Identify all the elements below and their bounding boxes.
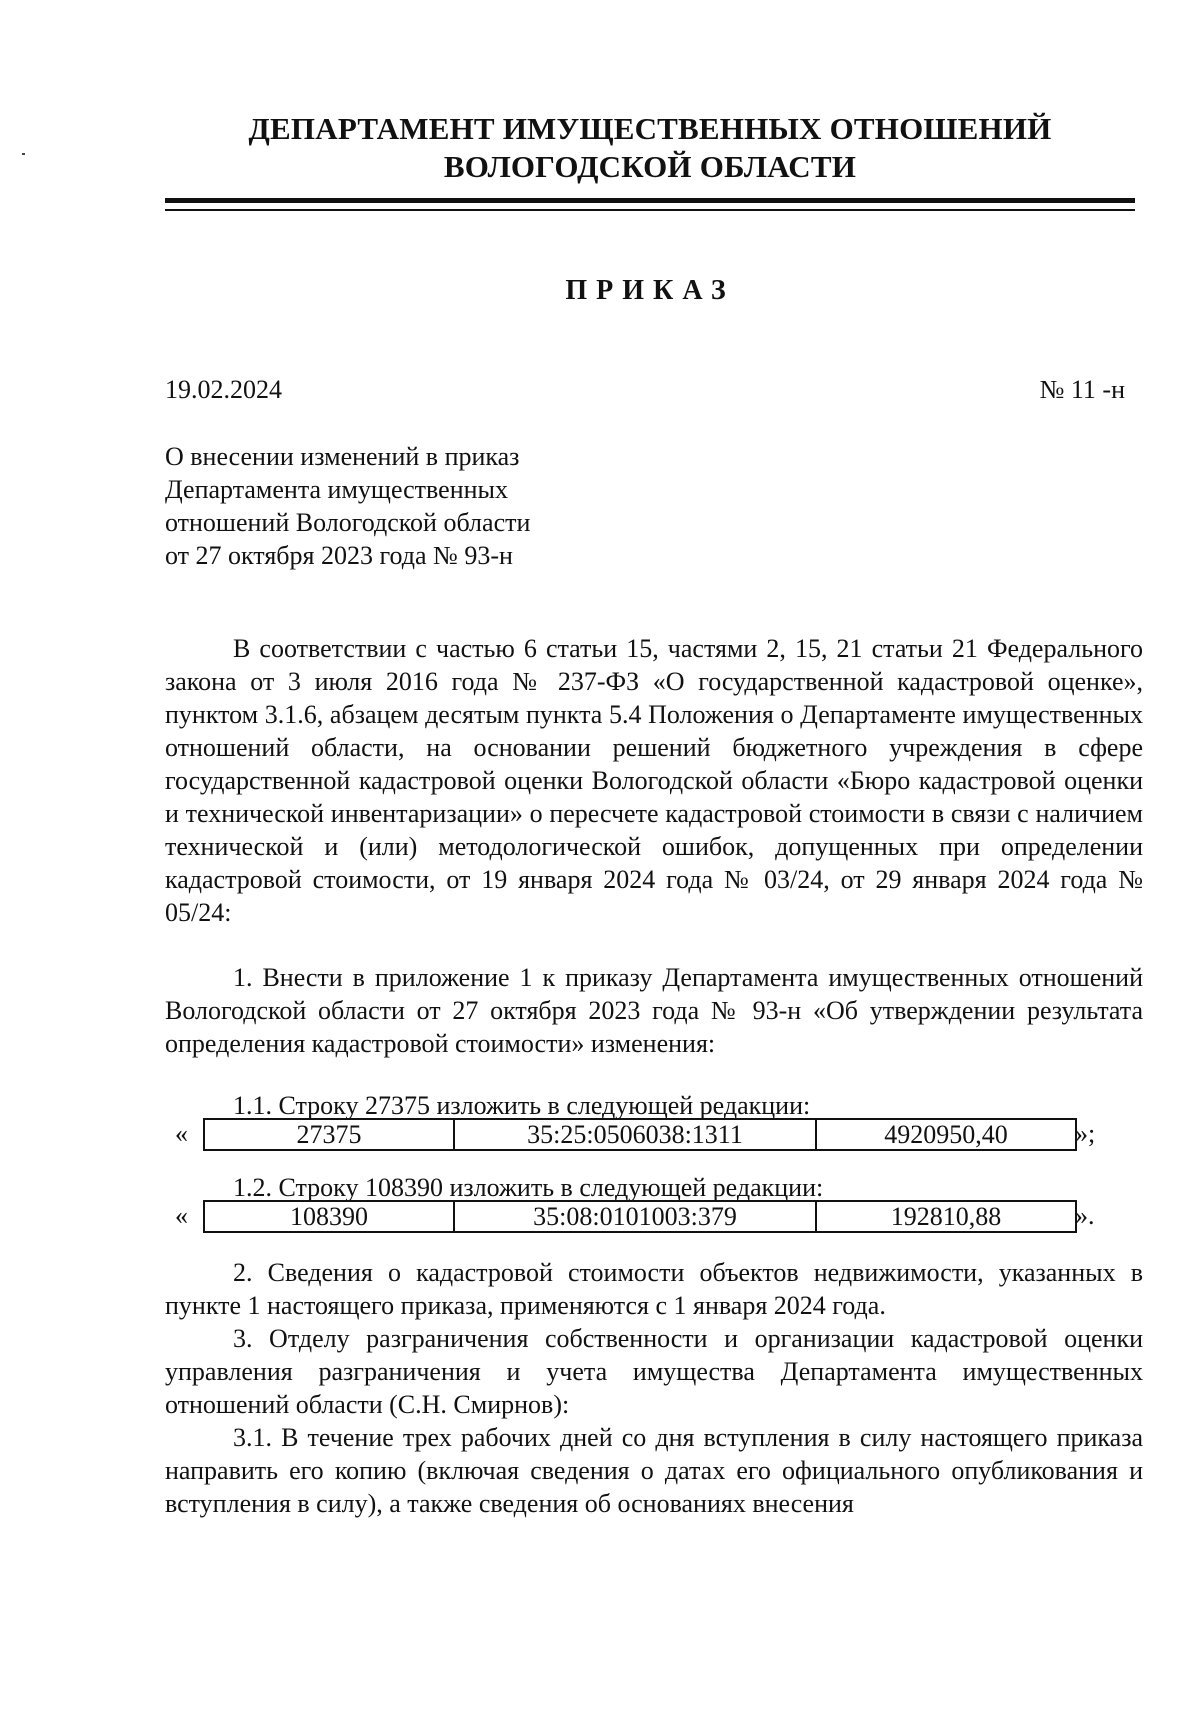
preamble-paragraph: В соответствии с частью 6 статьи 15, частями 2, 15, 21 статьи 21 Федерального закона от 3 июля 2016 года № 237-ФЗ «О государственной кадастровой оценке», пунктом 3.1.6, абзацем десятым пункта 5.4 Положения о Департаменте имущественных отношений области, на основании решений бюджетного учреждения в сфере государственной кадастровой оценки Вологодской области «Бюро кадастровой оценки и технической инвентаризации» о пересчете кадастровой стоимости в связи с наличием технической и (или) методологической ошибок, допущенных при определении кадастровой стоимости, от 19 января 2024 года № 03/24, от 29 января 2024 года № 05/24: [165,634,1143,927]
cadastral-number-cell: 35:25:0506038:1311 [454,1119,816,1150]
amendment-2 [165,1174,1143,1234]
table-row [204,1201,1076,1232]
document-subject [165,440,645,572]
header-line-2: ВОЛОГОДСКОЙ ОБЛАСТИ [443,149,857,184]
close-quote: ». [1075,1201,1095,1230]
amendment-table [203,1118,1077,1151]
amendment-caption: 1.1. Строку 27375 изложить в следующей редакции: [233,1091,811,1120]
document-type-title: ПРИКАЗ [565,275,735,306]
header-line-1: ДЕПАРТАМЕНТ ИМУЩЕСТВЕННЫХ ОТНОШЕНИЙ [248,111,1052,146]
scan-mark [22,153,25,155]
close-quote: »; [1075,1119,1096,1148]
amendment-table [203,1200,1077,1233]
document-body [165,632,1143,1520]
item-2-paragraph: 2. Сведения о кадастровой стоимости объектов недвижимости, указанных в пункте 1 настоящего приказа, применяются с 1 января 2024 года. [165,1258,1143,1320]
amendment-caption: 1.2. Строку 108390 изложить в следующей редакции: [233,1173,824,1202]
row-number-cell: 108390 [204,1201,454,1232]
item-3-paragraph: 3. Отделу разграничения собственности и организации кадастровой оценки управления разграничения и учета имущества Департамента имущественных отношений области (С.Н. Смирнов): [165,1324,1143,1419]
subject-line: отношений Вологодской области [165,508,531,537]
open-quote: « [175,1201,188,1230]
header-rule-thick [165,198,1135,203]
item-3-1-paragraph: 3.1. В течение трех рабочих дней со дня вступления в силу настоящего приказа направить его копию (включая сведения о датах его официального опубликования и вступления в силу), а также сведения об основаниях внесения [165,1423,1143,1518]
subject-line: Департамента имущественных [165,475,508,504]
document-number: № 11 -н [1039,375,1125,404]
subject-line: от 27 октября 2023 года № 93-н [165,541,513,570]
table-row [204,1119,1076,1150]
open-quote: « [175,1119,188,1148]
row-number-cell: 27375 [204,1119,454,1150]
cadastral-value-cell: 4920950,40 [816,1119,1076,1150]
subject-line: О внесении изменений в приказ [165,442,520,471]
amendment-1 [165,1092,1143,1152]
item-1-paragraph: 1. Внести в приложение 1 к приказу Департамента имущественных отношений Вологодской области от 27 октября 2023 года № 93-н «Об утверждении результата определения кадастровой стоимости» изменения: [165,963,1143,1058]
department-header [165,110,1135,186]
cadastral-value-cell: 192810,88 [816,1201,1076,1232]
document-date: 19.02.2024 [165,375,282,404]
cadastral-number-cell: 35:08:0101003:379 [454,1201,816,1232]
header-rule-thin [165,209,1135,211]
